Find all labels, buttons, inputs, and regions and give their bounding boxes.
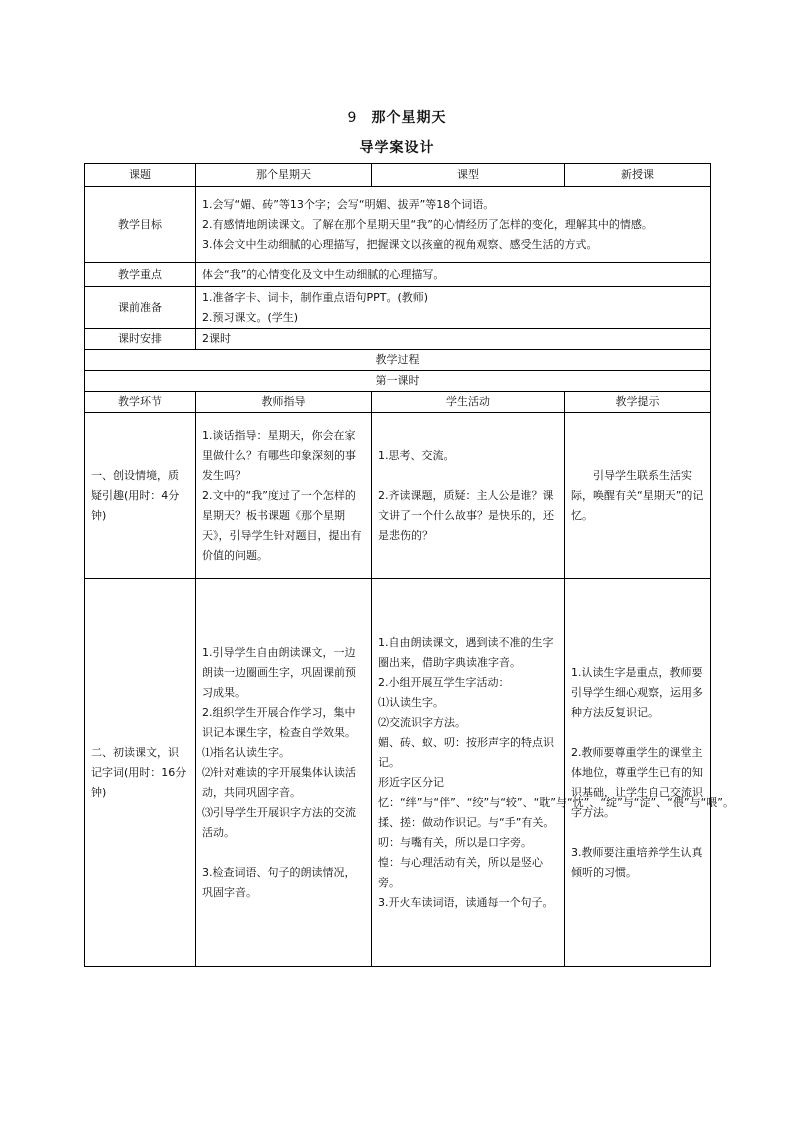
column-header-row xyxy=(85,392,711,413)
teacher-item: 1.引导学生自由朗读课文，一边朗读一边圈画生字，巩固课前预习成果。 xyxy=(202,645,356,699)
hint-cell xyxy=(565,579,711,967)
teacher-item: 1.谈话指导：星期天，你会在家里做什么？有哪些印象深刻的事发生吗？ xyxy=(202,428,356,482)
column-header-teacher: 教师指导 xyxy=(196,392,372,413)
hint-item: 1.认读生字是重点，教师要引导学生细心观察，运用多种方法反复识记。 xyxy=(571,665,703,719)
goal-item: 2.有感情地朗读课文。了解在那个星期天里“我”的心情经历了怎样的变化，理解其中的情感。 xyxy=(202,217,653,231)
student-cell xyxy=(372,413,565,579)
teacher-item: ⑶引导学生开展识字方法的交流活动。 xyxy=(202,805,356,839)
student-item: ⑵交流识字方法。 xyxy=(378,715,466,729)
teacher-item: ⑵针对难读的字开展集体认读活动，共同巩固字音。 xyxy=(202,765,356,799)
student-item: 1.自由朗读课文，遇到读不准的生字圈出来，借助字典读准字音。 xyxy=(378,635,554,669)
prep-row xyxy=(85,287,711,329)
time-value: 2课时 xyxy=(196,329,711,350)
student-item: 1.思考、交流。 xyxy=(378,448,455,462)
goals-label: 教学目标 xyxy=(85,187,196,263)
lesson-plan-table xyxy=(84,163,734,967)
focus-label: 教学重点 xyxy=(85,263,196,287)
prep-cell xyxy=(196,287,711,329)
process-title-row xyxy=(85,350,711,371)
student-item: 2.齐读课题，质疑：主人公是谁？课文讲了一个什么故事？是快乐的，还是悲伤的？ xyxy=(378,488,554,542)
lesson-title-row xyxy=(85,371,711,392)
hint-cell xyxy=(565,413,711,579)
teacher-cell xyxy=(196,579,372,967)
goals-row xyxy=(85,187,711,263)
teacher-item: 2.组织学生开展合作学习，集中识记本课生字，检查自学效果。 xyxy=(202,705,356,739)
hint-item: 引导学生联系生活实际，唤醒有关“星期天”的记忆。 xyxy=(571,468,704,522)
lesson-name: 那个星期天 xyxy=(371,110,447,126)
time-row xyxy=(85,329,711,350)
column-header-hint: 教学提示 xyxy=(565,392,711,413)
lesson-title xyxy=(0,107,794,127)
student-item: 3.开火车读词语，读通每一个句子。 xyxy=(378,895,554,909)
student-item: 揉、搓：做动作识记。与“手”有关。 xyxy=(378,815,555,829)
page-subtitle: 导学案设计 xyxy=(359,140,435,156)
prep-item: 1.准备字卡、词卡，制作重点语句PPT。(教师) xyxy=(202,290,429,304)
table-row xyxy=(85,413,711,579)
prep-label: 课前准备 xyxy=(85,287,196,329)
topic-value: 那个星期天 xyxy=(196,164,372,187)
student-item: 媚、砖、蚁、叨：按形声字的特点识记。 xyxy=(378,735,554,769)
hint-item: 3.教师要注重培养学生认真倾听的习惯。 xyxy=(571,845,703,879)
lesson-number: 9 xyxy=(347,110,358,126)
teacher-cell xyxy=(196,413,372,579)
student-item: 惶：与心理活动有关，所以是竖心旁。 xyxy=(378,855,543,889)
student-item: ⑴认读生字。 xyxy=(378,695,444,709)
teacher-item: 3.检查词语、句子的朗读情况，巩固字音。 xyxy=(202,865,356,899)
student-item: 叨：与嘴有关，所以是口字旁。 xyxy=(378,835,532,849)
focus-row xyxy=(85,263,711,287)
topic-label: 课题 xyxy=(85,164,196,187)
table-row xyxy=(85,579,711,967)
stage-cell: 一、创设情境，质疑引趣(用时：4分钟) xyxy=(85,413,196,579)
prep-item: 2.预习课文。(学生) xyxy=(202,310,299,324)
goal-item: 1.会写“媚、砖”等13个字；会写“明媚、拔弄”等18个词语。 xyxy=(202,197,495,211)
teacher-item: ⑴指名认读生字。 xyxy=(202,745,290,759)
student-item: 2.小组开展互学生字活动： xyxy=(378,675,510,689)
column-header-student: 学生活动 xyxy=(372,392,565,413)
stage-cell: 二、初读课文，识记字词(用时：16分钟) xyxy=(85,579,196,967)
column-header-stage: 教学环节 xyxy=(85,392,196,413)
goal-item: 3.体会文中生动细腻的心理描写，把握课文以孩童的视角观察、感受生活的方式。 xyxy=(202,237,598,251)
goals-cell xyxy=(196,187,711,263)
process-title: 教学过程 xyxy=(85,350,711,371)
teacher-item: 2.文中的“我”度过了一个怎样的星期天？板书课题《那个星期天》，引导学生针对题目，提出有价值的问题。 xyxy=(202,488,362,562)
type-value: 新授课 xyxy=(565,164,711,187)
focus-value: 体会“我”的心情变化及文中生动细腻的心理描写。 xyxy=(196,263,711,287)
type-label: 课型 xyxy=(372,164,565,187)
topic-row xyxy=(85,164,711,187)
time-label: 课时安排 xyxy=(85,329,196,350)
first-lesson-title: 第一课时 xyxy=(85,371,711,392)
hint-item: 2.教师要尊重学生的课堂主体地位，尊重学生已有的知识基础，让学生自己交流识字方法。 xyxy=(571,745,703,819)
student-item: 形近字区分记忆：“绊”与“伴”、“绞”与“较”、“耽”与“忱”、“绽”与“淀”、“偎”与“喂”。 xyxy=(378,775,734,809)
